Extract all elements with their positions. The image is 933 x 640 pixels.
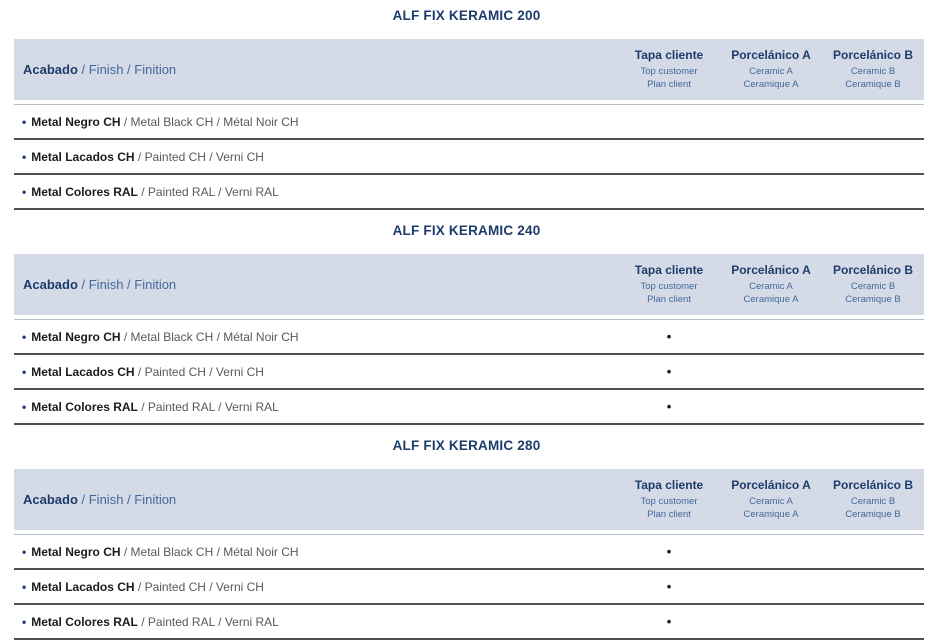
column-header-tapa-cliente — [618, 48, 720, 91]
bullet-icon: • — [22, 184, 27, 199]
column-header-main: Porcelánico A — [731, 478, 811, 492]
table-row-metal-negro — [14, 535, 924, 570]
finish-cell — [14, 115, 618, 129]
column-header-main: Porcelánico A — [731, 48, 811, 62]
column-header-main: Porcelánico B — [832, 263, 914, 277]
column-header-sub: Ceramique A — [743, 294, 799, 305]
table-title: ALF FIX KERAMIC 240 — [392, 223, 541, 238]
column-header-porcelanico-a — [720, 263, 822, 306]
finish-name: Metal Colores RAL — [31, 184, 138, 199]
table-row-metal-negro — [14, 105, 924, 140]
finish-translations: / Painted RAL / Verni RAL — [137, 399, 279, 414]
finish-header-translations: / Finish / Finition — [77, 277, 177, 292]
column-header-sub: Ceramic A — [749, 66, 793, 77]
finish-header-cell — [14, 277, 618, 292]
mark-tapa-cliente: • — [666, 364, 672, 379]
finish-header-cell — [14, 492, 618, 507]
finish-translations: / Painted RAL / Verni RAL — [137, 184, 279, 199]
finish-name: Metal Negro CH — [31, 114, 121, 129]
finish-header-translations: / Finish / Finition — [77, 62, 177, 77]
column-header-sub: Ceramic A — [749, 496, 793, 507]
table-row-metal-lacados — [14, 570, 924, 605]
finish-translations: / Painted CH / Verni CH — [134, 364, 264, 379]
finish-name: Metal Lacados CH — [31, 579, 135, 594]
table-header-row — [14, 469, 924, 530]
column-header-sub: Plan client — [647, 79, 691, 90]
mark-tapa-cliente: • — [666, 614, 672, 629]
table-row-metal-lacados — [14, 140, 924, 175]
bullet-icon: • — [22, 579, 27, 594]
finish-name: Metal Negro CH — [31, 329, 121, 344]
bullet-icon: • — [22, 399, 27, 414]
finish-translations: / Painted RAL / Verni RAL — [137, 614, 279, 629]
column-header-porcelanico-b — [822, 48, 924, 91]
product-table-keramic-280 — [0, 438, 933, 640]
column-headers — [618, 478, 924, 521]
finish-cell — [14, 150, 618, 164]
table-body — [14, 534, 924, 640]
bullet-icon: • — [22, 614, 27, 629]
column-headers — [618, 263, 924, 306]
table-row-metal-colores — [14, 390, 924, 425]
finish-name: Metal Negro CH — [31, 544, 121, 559]
finish-header-main: Acabado — [23, 492, 78, 507]
finish-cell — [14, 545, 618, 559]
table-row-metal-colores — [14, 175, 924, 210]
column-header-sub: Ceramic A — [749, 281, 793, 292]
table-title: ALF FIX KERAMIC 280 — [392, 438, 541, 453]
finish-translations: / Painted CH / Verni CH — [134, 149, 264, 164]
table — [14, 254, 924, 425]
bullet-icon: • — [22, 544, 27, 559]
column-header-sub: Ceramic B — [850, 66, 896, 77]
finish-cell — [14, 580, 618, 594]
column-header-porcelanico-a — [720, 478, 822, 521]
table-row-metal-colores — [14, 605, 924, 640]
product-table-keramic-240 — [0, 223, 933, 425]
finish-name: Metal Colores RAL — [31, 399, 138, 414]
finish-name: Metal Lacados CH — [31, 364, 135, 379]
table-body — [14, 319, 924, 425]
column-header-porcelanico-a — [720, 48, 822, 91]
mark-tapa-cliente: • — [666, 544, 672, 559]
column-header-sub: Ceramique B — [845, 79, 901, 90]
finish-header-cell — [14, 62, 618, 77]
finish-header-main: Acabado — [23, 62, 78, 77]
column-header-porcelanico-b — [822, 263, 924, 306]
column-header-sub: Top customer — [640, 66, 698, 77]
column-header-main: Porcelánico B — [832, 478, 914, 492]
column-headers — [618, 48, 924, 91]
column-header-sub: Top customer — [640, 281, 698, 292]
column-header-sub: Ceramique B — [845, 294, 901, 305]
finish-translations: / Metal Black CH / Métal Noir CH — [120, 544, 299, 559]
column-header-sub: Ceramic B — [850, 281, 896, 292]
bullet-icon: • — [22, 149, 27, 164]
finish-translations: / Metal Black CH / Métal Noir CH — [120, 329, 299, 344]
finish-translations: / Metal Black CH / Métal Noir CH — [120, 114, 299, 129]
finish-name: Metal Colores RAL — [31, 614, 138, 629]
product-table-keramic-200 — [0, 8, 933, 210]
column-header-tapa-cliente — [618, 263, 720, 306]
column-header-sub: Ceramic B — [850, 496, 896, 507]
column-header-tapa-cliente — [618, 478, 720, 521]
table — [14, 469, 924, 640]
column-header-sub: Top customer — [640, 496, 698, 507]
column-header-main: Tapa cliente — [634, 263, 704, 277]
column-header-sub: Plan client — [647, 294, 691, 305]
column-header-sub: Ceramique A — [743, 509, 799, 520]
finish-cell — [14, 330, 618, 344]
mark-tapa-cliente: • — [666, 579, 672, 594]
finish-cell — [14, 365, 618, 379]
column-header-sub: Ceramique B — [845, 509, 901, 520]
mark-tapa-cliente: • — [666, 399, 672, 414]
bullet-icon: • — [22, 114, 27, 129]
table-header-row — [14, 39, 924, 100]
column-header-main: Porcelánico B — [832, 48, 914, 62]
finish-name: Metal Lacados CH — [31, 149, 135, 164]
table-row-metal-negro — [14, 320, 924, 355]
finish-cell — [14, 400, 618, 414]
mark-tapa-cliente: • — [666, 329, 672, 344]
table-title: ALF FIX KERAMIC 200 — [392, 8, 541, 23]
table — [14, 39, 924, 210]
column-header-sub: Plan client — [647, 509, 691, 520]
table-header-row — [14, 254, 924, 315]
finish-header-main: Acabado — [23, 277, 78, 292]
bullet-icon: • — [22, 329, 27, 344]
finish-translations: / Painted CH / Verni CH — [134, 579, 264, 594]
column-header-main: Porcelánico A — [731, 263, 811, 277]
finish-cell — [14, 615, 618, 629]
column-header-main: Tapa cliente — [634, 48, 704, 62]
finish-header-translations: / Finish / Finition — [77, 492, 177, 507]
bullet-icon: • — [22, 364, 27, 379]
table-body — [14, 104, 924, 210]
column-header-main: Tapa cliente — [634, 478, 704, 492]
column-header-porcelanico-b — [822, 478, 924, 521]
column-header-sub: Ceramique A — [743, 79, 799, 90]
finish-cell — [14, 185, 618, 199]
table-row-metal-lacados — [14, 355, 924, 390]
